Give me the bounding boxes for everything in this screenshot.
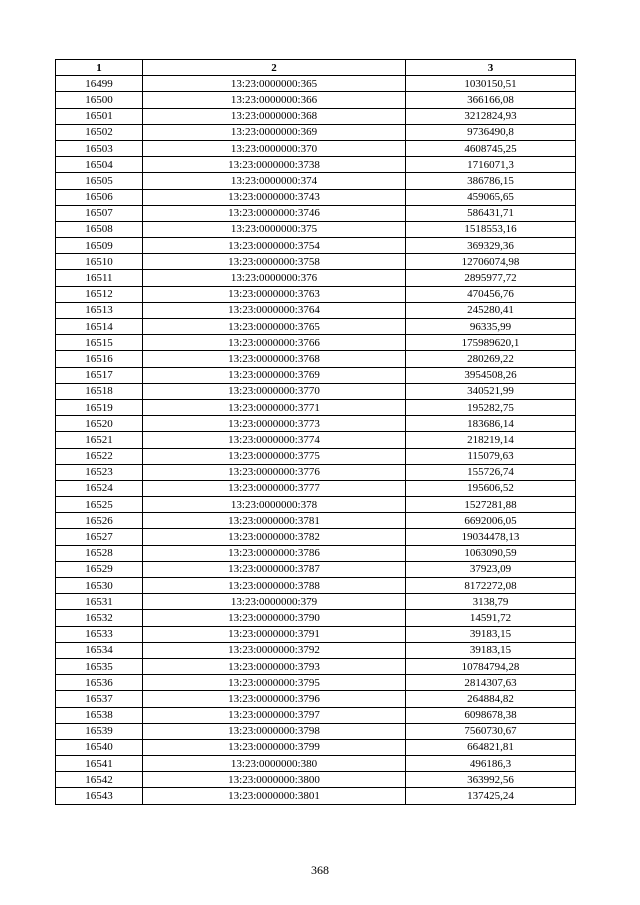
value-cell: 4608745,25: [406, 140, 576, 156]
value-cell: 363992,56: [406, 772, 576, 788]
table-row: [56, 723, 576, 739]
value-cell: 39183,15: [406, 626, 576, 642]
value-cell: 3212824,93: [406, 108, 576, 124]
value-cell: 1063090,59: [406, 545, 576, 561]
table-row: [56, 448, 576, 464]
table-row: [56, 286, 576, 302]
cadastral-number-cell: 13:23:0000000:3769: [143, 367, 406, 383]
row-number-cell: 16499: [56, 76, 143, 92]
table-row: [56, 335, 576, 351]
table-row: [56, 578, 576, 594]
row-number-cell: 16513: [56, 302, 143, 318]
table-header: [56, 60, 576, 76]
row-number-cell: 16516: [56, 351, 143, 367]
value-cell: 340521,99: [406, 383, 576, 399]
cadastral-number-cell: 13:23:0000000:369: [143, 124, 406, 140]
row-number-cell: 16505: [56, 173, 143, 189]
value-cell: 1518553,16: [406, 221, 576, 237]
cadastral-number-cell: 13:23:0000000:3764: [143, 302, 406, 318]
row-number-cell: 16507: [56, 205, 143, 221]
value-cell: 1716071,3: [406, 157, 576, 173]
table-row: [56, 108, 576, 124]
table-row: [56, 739, 576, 755]
value-cell: 115079,63: [406, 448, 576, 464]
row-number-cell: 16543: [56, 788, 143, 804]
table-row: [56, 270, 576, 286]
value-cell: 8172272,08: [406, 578, 576, 594]
row-number-cell: 16508: [56, 221, 143, 237]
table-row: [56, 432, 576, 448]
value-cell: 195282,75: [406, 399, 576, 415]
cadastral-number-cell: 13:23:0000000:3746: [143, 205, 406, 221]
value-cell: 155726,74: [406, 464, 576, 480]
cadastral-number-cell: 13:23:0000000:366: [143, 92, 406, 108]
value-cell: 369329,36: [406, 238, 576, 254]
value-cell: 470456,76: [406, 286, 576, 302]
cadastral-number-cell: 13:23:0000000:3795: [143, 675, 406, 691]
row-number-cell: 16517: [56, 367, 143, 383]
table-row: [56, 561, 576, 577]
row-number-cell: 16532: [56, 610, 143, 626]
row-number-cell: 16536: [56, 675, 143, 691]
row-number-cell: 16504: [56, 157, 143, 173]
cadastral-number-cell: 13:23:0000000:379: [143, 594, 406, 610]
table-row: [56, 221, 576, 237]
table-row: [56, 464, 576, 480]
table-row: [56, 76, 576, 92]
value-cell: 37923,09: [406, 561, 576, 577]
cadastral-number-cell: 13:23:0000000:3793: [143, 658, 406, 674]
row-number-cell: 16529: [56, 561, 143, 577]
row-number-cell: 16531: [56, 594, 143, 610]
table-row: [56, 642, 576, 658]
row-number-cell: 16519: [56, 399, 143, 415]
row-number-cell: 16540: [56, 739, 143, 755]
cadastral-number-cell: 13:23:0000000:3800: [143, 772, 406, 788]
cadastral-number-cell: 13:23:0000000:374: [143, 173, 406, 189]
cadastral-number-cell: 13:23:0000000:3777: [143, 480, 406, 496]
row-number-cell: 16526: [56, 513, 143, 529]
cadastral-number-cell: 13:23:0000000:3775: [143, 448, 406, 464]
value-cell: 1030150,51: [406, 76, 576, 92]
row-number-cell: 16527: [56, 529, 143, 545]
row-number-cell: 16537: [56, 691, 143, 707]
row-number-cell: 16523: [56, 464, 143, 480]
cadastral-number-cell: 13:23:0000000:3781: [143, 513, 406, 529]
cadastral-number-cell: 13:23:0000000:3782: [143, 529, 406, 545]
table-row: [56, 529, 576, 545]
value-cell: 195606,52: [406, 480, 576, 496]
value-cell: 175989620,1: [406, 335, 576, 351]
table-row: [56, 675, 576, 691]
row-number-cell: 16515: [56, 335, 143, 351]
cadastral-number-cell: 13:23:0000000:3766: [143, 335, 406, 351]
cadastral-number-cell: 13:23:0000000:3788: [143, 578, 406, 594]
cadastral-number-cell: 13:23:0000000:3743: [143, 189, 406, 205]
row-number-cell: 16535: [56, 658, 143, 674]
cadastral-number-cell: 13:23:0000000:375: [143, 221, 406, 237]
row-number-cell: 16542: [56, 772, 143, 788]
value-cell: 245280,41: [406, 302, 576, 318]
cadastral-number-cell: 13:23:0000000:3770: [143, 383, 406, 399]
value-cell: 6098678,38: [406, 707, 576, 723]
value-cell: 19034478,13: [406, 529, 576, 545]
header-row: [56, 60, 576, 76]
table-row: [56, 124, 576, 140]
value-cell: 459065,65: [406, 189, 576, 205]
cadastral-number-cell: 13:23:0000000:3792: [143, 642, 406, 658]
cadastral-number-cell: 13:23:0000000:3798: [143, 723, 406, 739]
cadastral-number-cell: 13:23:0000000:3763: [143, 286, 406, 302]
cadastral-number-cell: 13:23:0000000:3787: [143, 561, 406, 577]
row-number-cell: 16521: [56, 432, 143, 448]
value-cell: 6692006,05: [406, 513, 576, 529]
cadastral-number-cell: 13:23:0000000:3796: [143, 691, 406, 707]
row-number-cell: 16509: [56, 238, 143, 254]
value-cell: 9736490,8: [406, 124, 576, 140]
table-row: [56, 189, 576, 205]
value-cell: 496186,3: [406, 756, 576, 772]
table-row: [56, 772, 576, 788]
table-row: [56, 367, 576, 383]
value-cell: 218219,14: [406, 432, 576, 448]
value-cell: 7560730,67: [406, 723, 576, 739]
row-number-cell: 16503: [56, 140, 143, 156]
value-cell: 10784794,28: [406, 658, 576, 674]
cadastral-number-cell: 13:23:0000000:3801: [143, 788, 406, 804]
cadastral-number-cell: 13:23:0000000:378: [143, 497, 406, 513]
row-number-cell: 16506: [56, 189, 143, 205]
value-cell: 366166,08: [406, 92, 576, 108]
row-number-cell: 16534: [56, 642, 143, 658]
row-number-cell: 16511: [56, 270, 143, 286]
table-row: [56, 173, 576, 189]
value-cell: 2814307,63: [406, 675, 576, 691]
header-cell-2: 2: [143, 60, 406, 76]
value-cell: 39183,15: [406, 642, 576, 658]
value-cell: 264884,82: [406, 691, 576, 707]
row-number-cell: 16528: [56, 545, 143, 561]
cadastral-number-cell: 13:23:0000000:3738: [143, 157, 406, 173]
cadastral-number-cell: 13:23:0000000:3774: [143, 432, 406, 448]
table-row: [56, 254, 576, 270]
value-cell: 96335,99: [406, 319, 576, 335]
table-row: [56, 545, 576, 561]
row-number-cell: 16501: [56, 108, 143, 124]
table-row: [56, 319, 576, 335]
cadastral-number-cell: 13:23:0000000:370: [143, 140, 406, 156]
value-cell: 3954508,26: [406, 367, 576, 383]
table-row: [56, 788, 576, 804]
cadastral-number-cell: 13:23:0000000:3768: [143, 351, 406, 367]
value-cell: 280269,22: [406, 351, 576, 367]
row-number-cell: 16538: [56, 707, 143, 723]
value-cell: 2895977,72: [406, 270, 576, 286]
table-row: [56, 140, 576, 156]
cadastral-number-cell: 13:23:0000000:376: [143, 270, 406, 286]
table-row: [56, 205, 576, 221]
row-number-cell: 16522: [56, 448, 143, 464]
row-number-cell: 16502: [56, 124, 143, 140]
row-number-cell: 16525: [56, 497, 143, 513]
table-row: [56, 497, 576, 513]
cadastral-number-cell: 13:23:0000000:365: [143, 76, 406, 92]
cadastral-number-cell: 13:23:0000000:3790: [143, 610, 406, 626]
table-row: [56, 513, 576, 529]
value-cell: 1527281,88: [406, 497, 576, 513]
row-number-cell: 16510: [56, 254, 143, 270]
row-number-cell: 16500: [56, 92, 143, 108]
header-cell-3: 3: [406, 60, 576, 76]
row-number-cell: 16533: [56, 626, 143, 642]
cadastral-number-cell: 13:23:0000000:3758: [143, 254, 406, 270]
table-row: [56, 399, 576, 415]
row-number-cell: 16514: [56, 319, 143, 335]
table-row: [56, 691, 576, 707]
cadastral-number-cell: 13:23:0000000:3786: [143, 545, 406, 561]
table-body: [56, 76, 576, 804]
row-number-cell: 16539: [56, 723, 143, 739]
cadastral-number-cell: 13:23:0000000:3791: [143, 626, 406, 642]
table-row: [56, 238, 576, 254]
table-row: [56, 416, 576, 432]
data-table: [55, 59, 576, 805]
cadastral-number-cell: 13:23:0000000:3771: [143, 399, 406, 415]
table-row: [56, 92, 576, 108]
cadastral-number-cell: 13:23:0000000:3797: [143, 707, 406, 723]
row-number-cell: 16520: [56, 416, 143, 432]
page-number: 368: [311, 863, 329, 877]
table-row: [56, 610, 576, 626]
cadastral-number-cell: 13:23:0000000:3765: [143, 319, 406, 335]
value-cell: 14591,72: [406, 610, 576, 626]
table-row: [56, 302, 576, 318]
row-number-cell: 16518: [56, 383, 143, 399]
table-row: [56, 594, 576, 610]
table-row: [56, 157, 576, 173]
table-row: [56, 480, 576, 496]
row-number-cell: 16530: [56, 578, 143, 594]
cadastral-number-cell: 13:23:0000000:368: [143, 108, 406, 124]
value-cell: 137425,24: [406, 788, 576, 804]
cadastral-number-cell: 13:23:0000000:3799: [143, 739, 406, 755]
table-row: [56, 707, 576, 723]
value-cell: 586431,71: [406, 205, 576, 221]
table-row: [56, 756, 576, 772]
cadastral-number-cell: 13:23:0000000:3754: [143, 238, 406, 254]
cadastral-number-cell: 13:23:0000000:3776: [143, 464, 406, 480]
header-cell-1: 1: [56, 60, 143, 76]
row-number-cell: 16524: [56, 480, 143, 496]
table-row: [56, 626, 576, 642]
row-number-cell: 16512: [56, 286, 143, 302]
table-row: [56, 351, 576, 367]
value-cell: 12706074,98: [406, 254, 576, 270]
cadastral-number-cell: 13:23:0000000:3773: [143, 416, 406, 432]
row-number-cell: 16541: [56, 756, 143, 772]
value-cell: 3138,79: [406, 594, 576, 610]
table-row: [56, 658, 576, 674]
table-row: [56, 383, 576, 399]
value-cell: 664821,81: [406, 739, 576, 755]
value-cell: 183686,14: [406, 416, 576, 432]
cadastral-number-cell: 13:23:0000000:380: [143, 756, 406, 772]
value-cell: 386786,15: [406, 173, 576, 189]
